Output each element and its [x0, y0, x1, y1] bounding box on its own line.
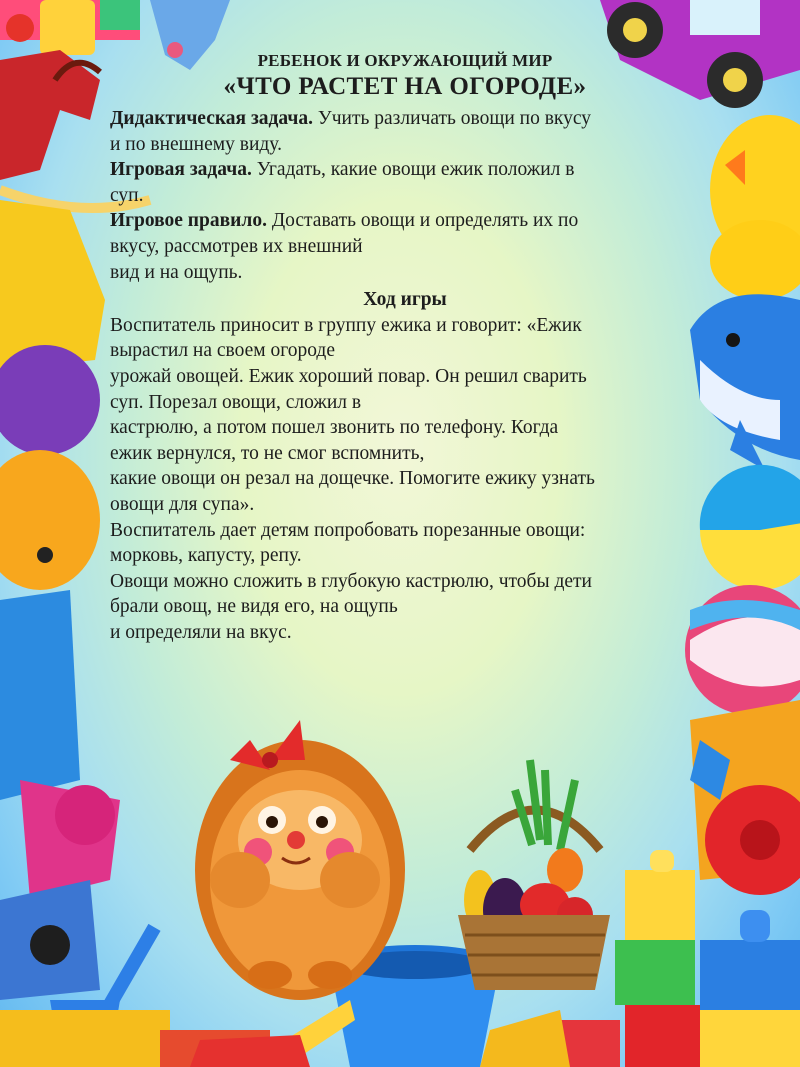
body-line: Воспитатель дает детям попробовать порезанные овощи: — [110, 519, 586, 541]
body-line: ежик вернулся, то не смог вспомнить, — [110, 442, 425, 464]
toy-wheel — [690, 700, 800, 895]
body-line: Воспитатель приносит в группу ежика и говорит: «Ежик — [110, 314, 582, 336]
body-line: морковь, капусту, репу. — [110, 545, 302, 567]
game-description — [110, 50, 700, 645]
intro-text: суп. — [110, 184, 144, 206]
intro-line — [110, 132, 700, 158]
section-subtitle: РЕБЕНОК И ОКРУЖАЮЩИЙ МИР — [257, 51, 553, 70]
intro-line — [110, 260, 700, 286]
hedgehog-with-red-bow — [195, 720, 405, 1000]
intro-label: Игровое правило. — [110, 210, 267, 232]
body-block — [110, 313, 700, 646]
body-line: и определяли на вкус. — [110, 621, 292, 643]
body-line: какие овощи он резал на дощечке. Помогите ежику узнать — [110, 468, 595, 490]
body-line: брали овощ, не видя его, на ощупь — [110, 596, 398, 618]
body-line: урожай овощей. Ежик хороший повар. Он решил сварить — [110, 365, 587, 387]
intro-label: Дидактическая задача. — [110, 108, 314, 129]
body-line: кастрюлю, а потом пошел звонить по телефону. Когда — [110, 417, 559, 439]
body-line: суп. Порезал овощи, сложил в — [110, 391, 362, 413]
intro-block — [110, 106, 700, 285]
intro-text: и по внешнему виду. — [110, 133, 282, 155]
intro-line — [110, 157, 700, 183]
rubber-duck — [710, 115, 800, 300]
intro-line — [110, 234, 700, 260]
game-title: «ЧТО РАСТЕТ НА ОГОРОДЕ» — [223, 73, 587, 100]
intro-text: вид и на ощупь. — [110, 261, 243, 283]
intro-line — [110, 106, 700, 132]
left-toys — [0, 200, 120, 1000]
toy-dolphin — [690, 294, 800, 470]
intro-text: Учить различать овощи по вкусу — [313, 108, 592, 129]
intro-line — [110, 208, 700, 234]
vegetable-basket — [458, 760, 610, 990]
intro-text: Угадать, какие овощи ежик положил в — [251, 159, 575, 181]
body-line: овощи для супа». — [110, 493, 255, 515]
section-heading: Ход игры — [363, 289, 447, 311]
intro-text: вкусу, рассмотрев их внешний — [110, 235, 363, 257]
intro-line — [110, 183, 700, 209]
toy-cubes-top-left — [0, 0, 140, 55]
intro-label: Игровая задача. — [110, 159, 252, 181]
body-line: вырастил на своем огороде — [110, 340, 336, 362]
body-line: Овощи можно сложить в глубокую кастрюлю, чтобы дети — [110, 570, 592, 592]
intro-text: Доставать овощи и определять их по — [266, 210, 579, 232]
beach-ball — [685, 465, 800, 715]
